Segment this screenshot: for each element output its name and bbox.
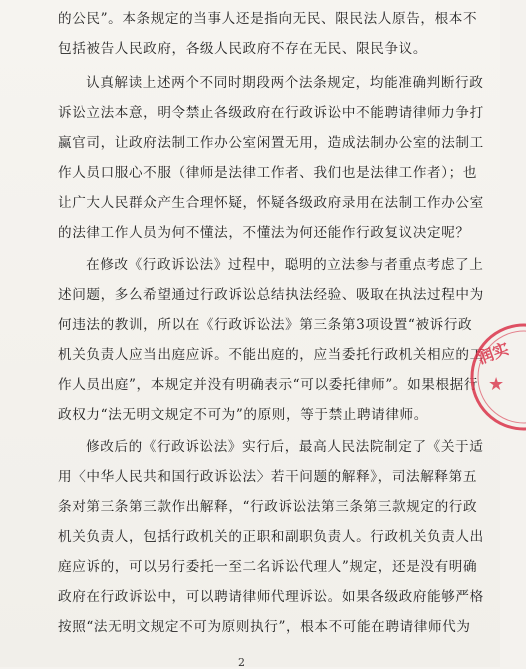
paragraph-2 [58, 68, 484, 248]
text-line: 在修改《行政诉讼法》过程中，聪明的立法参与者重点考虑了上 [86, 257, 484, 273]
text-line: 机关负责人，包括行政机关的正职和副职负责人。行政机关负责人出 [58, 529, 484, 545]
text-line: 赢官司，让政府法制工作办公室闲置无用，造成法制办公室的法制工 [58, 135, 484, 151]
text-line: 何违法的教训，所以在《行政诉讼法》第三条第3项设置“被诉行政 [58, 317, 473, 333]
text-line: 政府在行政诉讼中，可以聘请律师代理诉讼。如果各级政府能够严格 [58, 589, 484, 605]
text-line: 作人员口服心不服（律师是法律工作者、我们也是法律工作者）；也 [58, 165, 478, 181]
text-line: 认真解读上述两个不同时期段两个法条规定，均能准确判断行政 [86, 75, 484, 91]
text-line: 述问题，多么希望通过行政诉讼总结执法经验、吸取在执法过程中为 [58, 287, 484, 303]
star-icon: ★ [488, 374, 505, 395]
seal-text: 润实 [474, 338, 512, 368]
text-line: 政权力“法无明文规定不可为”的原则，等于禁止聘请律师。 [58, 407, 428, 423]
paragraph-3 [58, 250, 484, 430]
text-line: 的法律工作人员为何不懂法，不懂法为何还能作行政复议决定呢？ [58, 225, 470, 241]
text-line: 包括被告人民政府，各级人民政府不存在无民、限民争议。 [58, 41, 428, 57]
text-line: 用〈中华人民共和国行政诉讼法〉若干问题的解释》，司法解释第五 [58, 469, 478, 485]
paragraph-4 [58, 432, 484, 642]
seal-stamp [466, 322, 526, 432]
text-line: 的公民”。本条规定的当事人还是指向无民、限民法人原告，根本不 [58, 11, 478, 27]
text-line: 按照“法无明文规定不可为原则执行”，根本不可能在聘请律师代为 [58, 619, 471, 635]
text-line: 诉讼立法本意，明令禁止各级政府在行政诉讼中不能聘请律师力争打 [58, 105, 484, 121]
text-line: 条对第三条第三款作出解释，“行政诉讼法第三条第三款规定的行政 [58, 499, 478, 515]
page-number: 2 [238, 656, 245, 669]
document-body [58, 4, 484, 642]
paragraph-1 [58, 4, 478, 64]
text-line: 机关负责人应当出庭应诉。不能出庭的，应当委托行政机关相应的工 [58, 347, 484, 363]
text-line: 庭应诉的，可以另行委托一至二名诉讼代理人”规定，还是没有明确 [58, 559, 478, 575]
text-line: 修改后的《行政诉讼法》实行后，最高人民法院制定了《关于适 [86, 439, 484, 455]
text-line: 作人员出庭”，本规定并没有明确表示“可以委托律师”。如果根据行 [58, 377, 479, 393]
text-line: 让广大人民群众产生合理怀疑，怀疑各级政府录用在法制工作办公室 [58, 195, 484, 211]
